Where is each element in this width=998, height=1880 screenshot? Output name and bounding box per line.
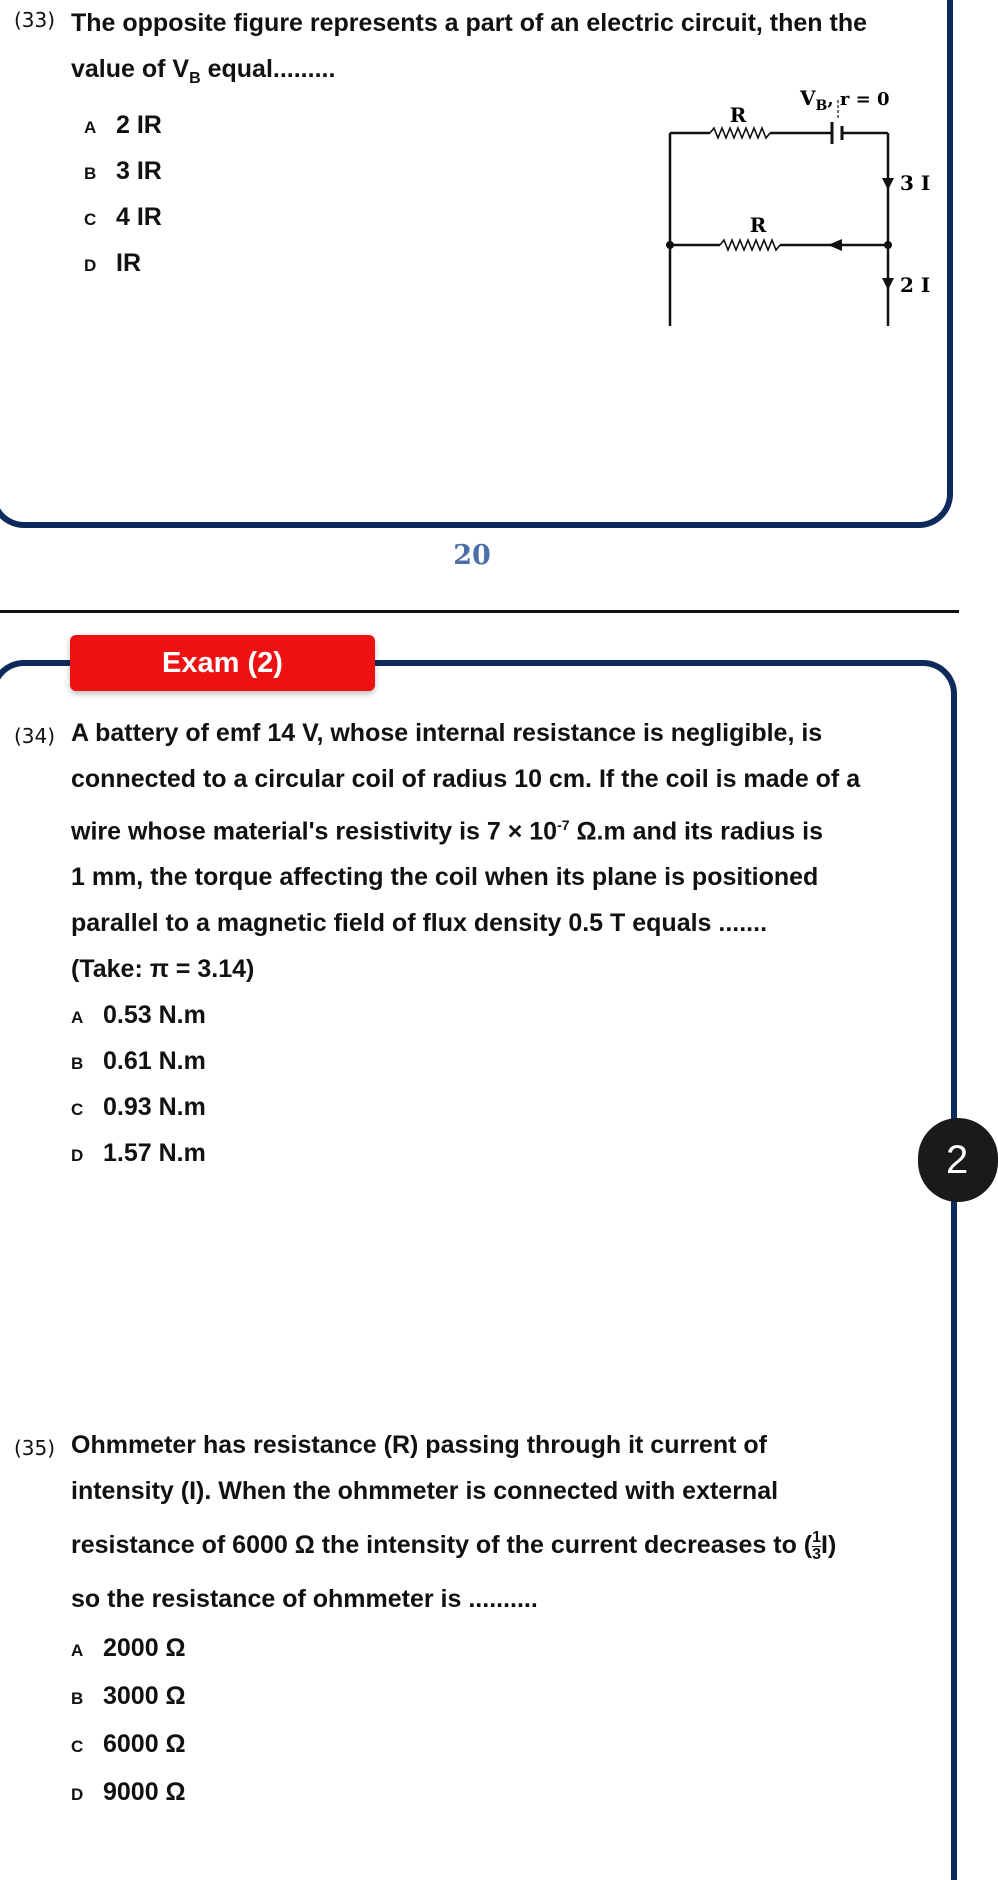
option-a[interactable] [71, 992, 914, 1038]
side-page-tab[interactable]: 2 [918, 1118, 998, 1202]
question-number: (34) [14, 724, 56, 748]
option-letter: C [71, 1737, 84, 1756]
question-line: 1 mm, the torque affecting the coil when its plane is positioned [71, 863, 819, 892]
junction-right [884, 241, 892, 249]
exam-badge: Exam (2) [70, 635, 375, 691]
battery-label-v: V [800, 86, 816, 110]
fraction [812, 1530, 821, 1563]
fraction-denominator: 3 [812, 1545, 822, 1563]
question-line: Ohmmeter has resistance (R) passing through it current of [71, 1431, 767, 1459]
arrow-right-top [882, 178, 894, 190]
current-label-3i: 3 I [900, 171, 931, 195]
question-line [71, 1514, 914, 1576]
resistor-mid-label: R [749, 213, 767, 237]
battery-label [799, 86, 890, 114]
option-a[interactable] [71, 1624, 914, 1672]
question-number: (33) [14, 8, 56, 32]
question-number: (35) [14, 1436, 56, 1460]
option-text: 0.53 N.m [103, 1001, 206, 1030]
option-letter: B [71, 1054, 84, 1074]
option-text: IR [116, 249, 141, 277]
option-b[interactable] [71, 1038, 914, 1084]
option-letter: D [84, 256, 97, 275]
circuit-diagram [660, 78, 940, 338]
option-letter: B [71, 1689, 84, 1708]
battery-label-sub: B [815, 98, 828, 114]
option-letter: D [71, 1146, 84, 1166]
junction-left [666, 241, 674, 249]
option-letter: D [71, 1785, 84, 1804]
option-text: 2000 Ω [103, 1634, 186, 1662]
text-fragment: wire whose material's resistivity is 7 × 10 [71, 817, 558, 846]
question-line [71, 802, 914, 854]
options-list [14, 992, 914, 1176]
option-letter: C [84, 210, 97, 229]
text-fragment: resistance of 6000 Ω the intensity of the current decreases to ( [71, 1531, 813, 1559]
resistor-mid [720, 240, 780, 250]
option-text: 4 IR [116, 203, 162, 231]
fraction-numerator: 1 [812, 1528, 822, 1546]
question-text [71, 710, 914, 992]
option-text: 1.57 N.m [103, 1139, 206, 1168]
option-letter: A [71, 1008, 84, 1028]
current-label-2i: 2 I [900, 273, 931, 297]
question-35 [14, 1422, 914, 1816]
option-text: 0.93 N.m [103, 1093, 206, 1122]
text-fragment: value of V [71, 55, 190, 83]
options-list [14, 1624, 914, 1816]
question-line: (Take: π = 3.14) [71, 955, 255, 984]
option-d[interactable] [71, 1130, 914, 1176]
resistor-top-label: R [729, 103, 747, 127]
option-text: 3000 Ω [103, 1682, 186, 1710]
page-number: 20 [453, 540, 491, 571]
question-34 [14, 710, 914, 1176]
option-d[interactable] [71, 1768, 914, 1816]
arrow-right-bottom [882, 278, 894, 290]
text-fragment: equal......... [200, 55, 336, 83]
text-fragment: Ω.m and its radius is [569, 817, 823, 846]
question-line: connected to a circular coil of radius 10 cm. If the coil is made of a [71, 765, 861, 793]
battery-label-suffix: , r = 0 [827, 89, 890, 110]
arrow-mid-wire [828, 239, 842, 251]
option-c[interactable] [71, 1084, 914, 1130]
option-text: 6000 Ω [103, 1730, 186, 1758]
option-letter: A [71, 1641, 84, 1660]
superscript: -7 [557, 817, 570, 833]
question-line: intensity (I). When the ohmmeter is connected with external [71, 1477, 779, 1505]
option-b[interactable] [71, 1672, 914, 1720]
question-line: so the resistance of ohmmeter is .......... [71, 1585, 538, 1613]
subscript: B [189, 70, 201, 87]
question-line: A battery of emf 14 V, whose internal resistance is negligible, is [71, 719, 823, 747]
option-letter: B [84, 164, 97, 183]
text-fragment: I) [821, 1531, 837, 1559]
resistor-top [710, 128, 770, 138]
option-text: 2 IR [116, 111, 162, 139]
option-letter: C [71, 1100, 84, 1120]
option-text: 3 IR [116, 157, 162, 185]
question-line: The opposite figure represents a part of an electric circuit, then the [71, 9, 868, 37]
option-c[interactable] [71, 1720, 914, 1768]
option-letter: A [84, 118, 97, 137]
question-line: parallel to a magnetic field of flux density 0.5 T equals ....... [71, 909, 768, 938]
question-text [71, 1422, 914, 1622]
option-text: 0.61 N.m [103, 1047, 206, 1076]
option-text: 9000 Ω [103, 1778, 186, 1806]
page-divider [0, 610, 959, 613]
